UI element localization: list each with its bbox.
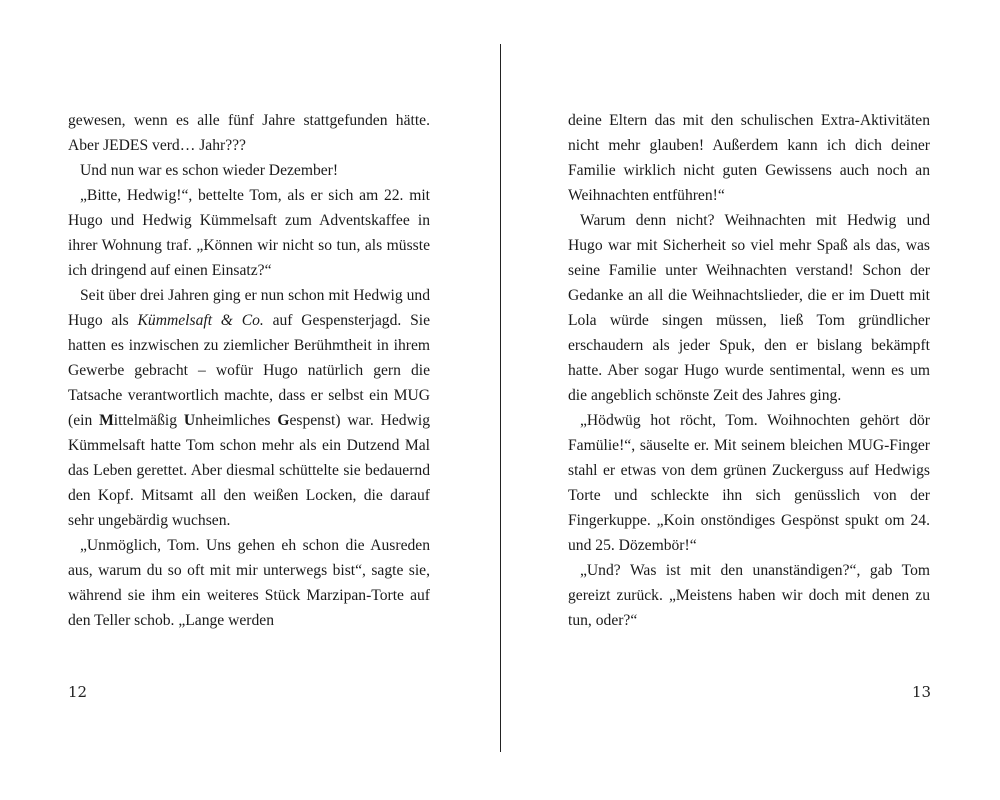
paragraph: gewesen, wenn es alle fünf Jahre stattgefunden hätte. Aber JEDES verd… Jahr??? — [68, 112, 430, 154]
paragraph: Und nun war es schon wieder Dezember! — [80, 162, 339, 179]
left-page — [68, 108, 430, 633]
paragraph: „Und? Was ist mit den unanständigen?“, gab Tom gereizt zurück. „Meistens haben wir doch mit denen zu tun, oder?“ — [568, 562, 930, 629]
right-page — [568, 108, 930, 633]
paragraph: „Bitte, Hedwig!“, bettelte Tom, als er sich am 22. mit Hugo und Hedwig Kümmelsaft zum Adventskaffee in ihrer Wohnung traf. „Können wir nicht so tun, als müsste ich dringend auf einen Einsatz?“ — [68, 187, 430, 279]
page-number-left: 12 — [68, 683, 88, 701]
paragraph: Seit über drei Jahren ging er nun schon mit Hedwig und Hugo als Kümmelsaft & Co. auf Gespensterjagd. Sie hatten es inzwischen zu ziemlicher Berühmtheit in ihrem Gewerbe gebracht – wofür Hugo natürlich gern die Tatsache verantwortlich machte, dass er selbst ein MUG (ein Mittelmäßig Unheimliches Gespenst) war. Hedwig Kümmelsaft hatte Tom schon mehr als ein Dutzend Mal das Leben gerettet. Aber diesmal schüttelte sie bedauernd den Kopf. Mitsamt all den weißen Locken, die darauf sehr ungebärdig wuchsen. — [68, 287, 430, 529]
page-number-right: 13 — [912, 683, 932, 701]
paragraph: deine Eltern das mit den schulischen Extra-Aktivitäten nicht mehr glauben! Außerdem kann ich dich deiner Familie wirklich nicht guten Gewissens auch noch an Weihnachten entführen!“ — [568, 112, 930, 204]
paragraph: Warum denn nicht? Weihnachten mit Hedwig und Hugo war mit Sicherheit so viel mehr Spaß als das, was seine Familie unter Weihnachten verstand! Schon der Gedanke an all die Weihnachtslieder, die er im Duett mit Lola würde singen müssen, ließ Tom gründlicher erschaudern als jeder Spuk, den er bislang bekämpft hatte. Aber sogar Hugo wurde sentimental, wenn es um die angeblich schönste Zeit des Jahres ging. — [568, 212, 930, 404]
paragraph: „Unmöglich, Tom. Uns gehen eh schon die Ausreden aus, warum du so oft mit mir unterwegs bist“, sagte sie, während sie ihm ein weiteres Stück Marzipan-Torte auf den Teller schob. „Lange werden — [68, 537, 430, 629]
paragraph: „Hödwüg hot röcht, Tom. Woihnochten gehört dör Famülie!“, säuselte er. Mit seinem bleichen MUG-Finger stahl er etwas von dem grünen Zuckerguss auf Hedwigs Torte und schleckte ihn sich genüsslich von der Fingerkuppe. „Koin onstöndiges Gespönst spukt om 24. und 25. Dözembör!“ — [568, 412, 930, 554]
book-spine — [500, 44, 501, 752]
